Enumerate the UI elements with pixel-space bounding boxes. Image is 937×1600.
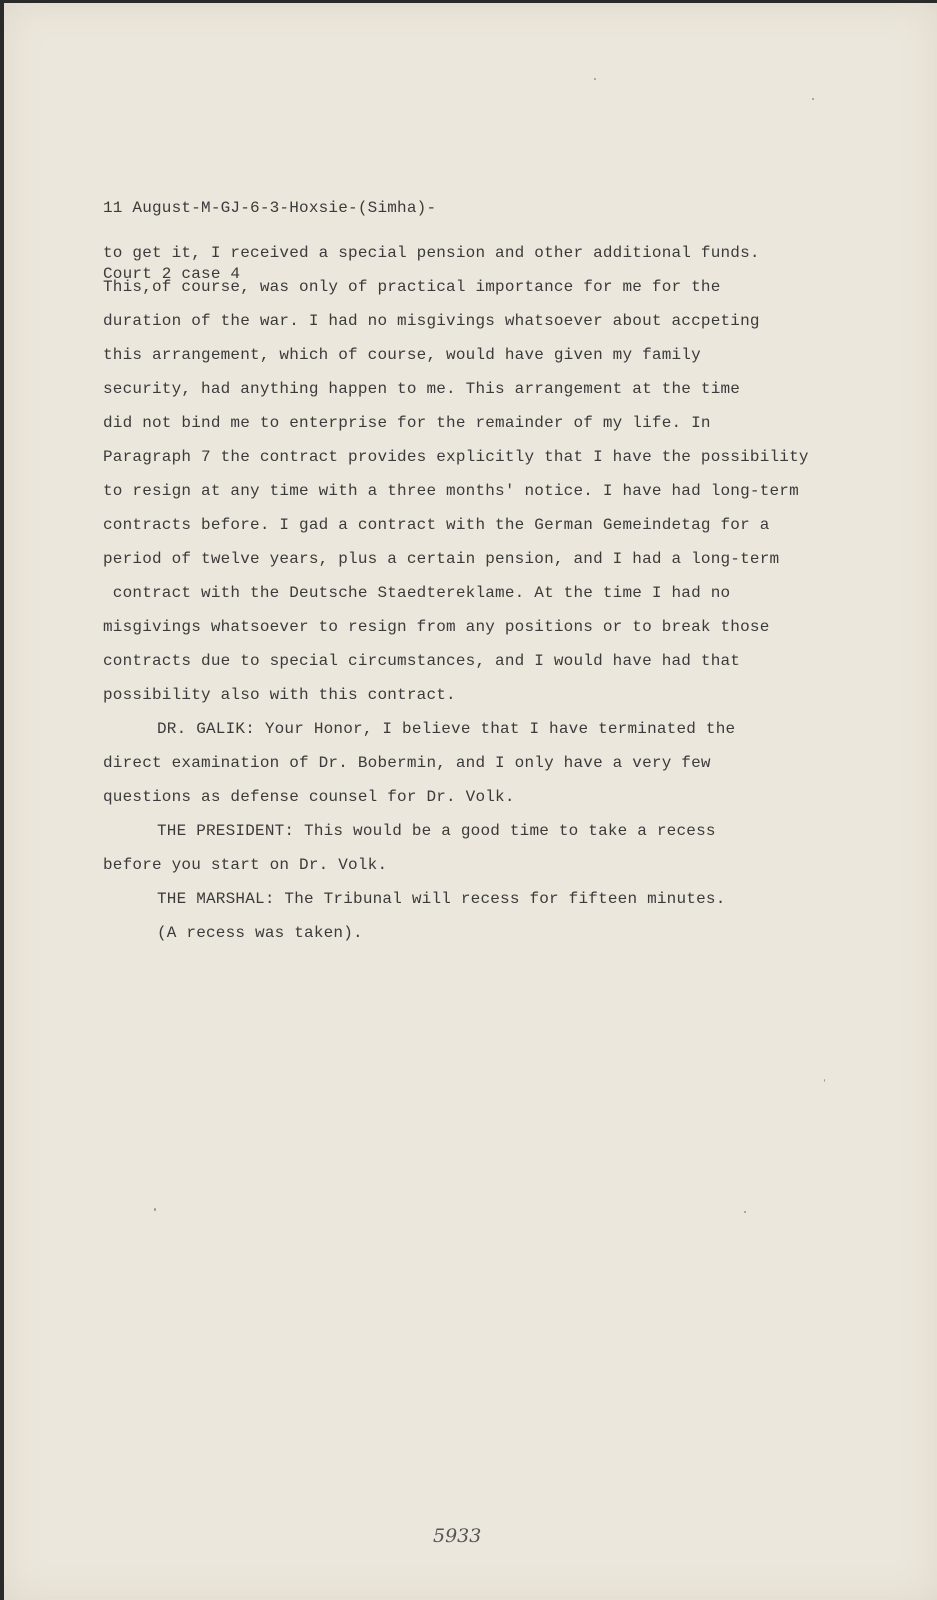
transcript-body bbox=[103, 236, 903, 950]
transcript-line: duration of the war. I had no misgivings whatsoever about accpeting bbox=[103, 312, 760, 330]
transcript-line: to resign at any time with a three months' notice. I have had long-term bbox=[103, 482, 799, 500]
speaker-line-marshal: THE MARSHAL: The Tribunal will recess for fifteen minutes. bbox=[157, 890, 726, 908]
transcript-line: to get it, I received a special pension and other additional funds. bbox=[103, 244, 760, 262]
paper-speck bbox=[594, 78, 596, 80]
transcript-line: contract with the Deutsche Staedtereklame. At the time I had no bbox=[103, 584, 731, 602]
recess-note: (A recess was taken). bbox=[157, 924, 363, 942]
speaker-line-galik: DR. GALIK: Your Honor, I believe that I have terminated the bbox=[157, 720, 736, 738]
transcript-line: security, had anything happen to me. This arrangement at the time bbox=[103, 380, 741, 398]
transcript-line: period of twelve years, plus a certain pension, and I had a long-term bbox=[103, 550, 780, 568]
transcript-line: Paragraph 7 the contract provides explicitly that I have the possibility bbox=[103, 448, 809, 466]
transcript-line: possibility also with this contract. bbox=[103, 686, 456, 704]
transcript-line: contracts before. I gad a contract with the German Gemeindetag for a bbox=[103, 516, 770, 534]
transcript-line: direct examination of Dr. Bobermin, and I only have a very few bbox=[103, 754, 711, 772]
paper-speck bbox=[744, 1211, 746, 1213]
transcript-line: before you start on Dr. Volk. bbox=[103, 856, 388, 874]
header-line-2: Court 2 case 4 bbox=[103, 265, 241, 283]
page-number: 5933 bbox=[433, 1525, 482, 1547]
paper-speck bbox=[154, 1208, 156, 1211]
speaker-line-president: THE PRESIDENT: This would be a good time to take a recess bbox=[157, 822, 716, 840]
transcript-line: questions as defense counsel for Dr. Volk. bbox=[103, 788, 515, 806]
transcript-line: misgivings whatsoever to resign from any positions or to break those bbox=[103, 618, 770, 636]
header-line-1: 11 August-M-GJ-6-3-Hoxsie-(Simha)- bbox=[103, 199, 437, 217]
transcript-line: this arrangement, which of course, would have given my family bbox=[103, 346, 701, 364]
transcript-line: contracts due to special circumstances, and I would have had that bbox=[103, 652, 741, 670]
paper-speck bbox=[812, 98, 814, 100]
transcript-line: This,of course, was only of practical importance for me for the bbox=[103, 278, 721, 296]
paper-speck bbox=[824, 1079, 825, 1082]
transcript-line: did not bind me to enterprise for the remainder of my life. In bbox=[103, 414, 711, 432]
